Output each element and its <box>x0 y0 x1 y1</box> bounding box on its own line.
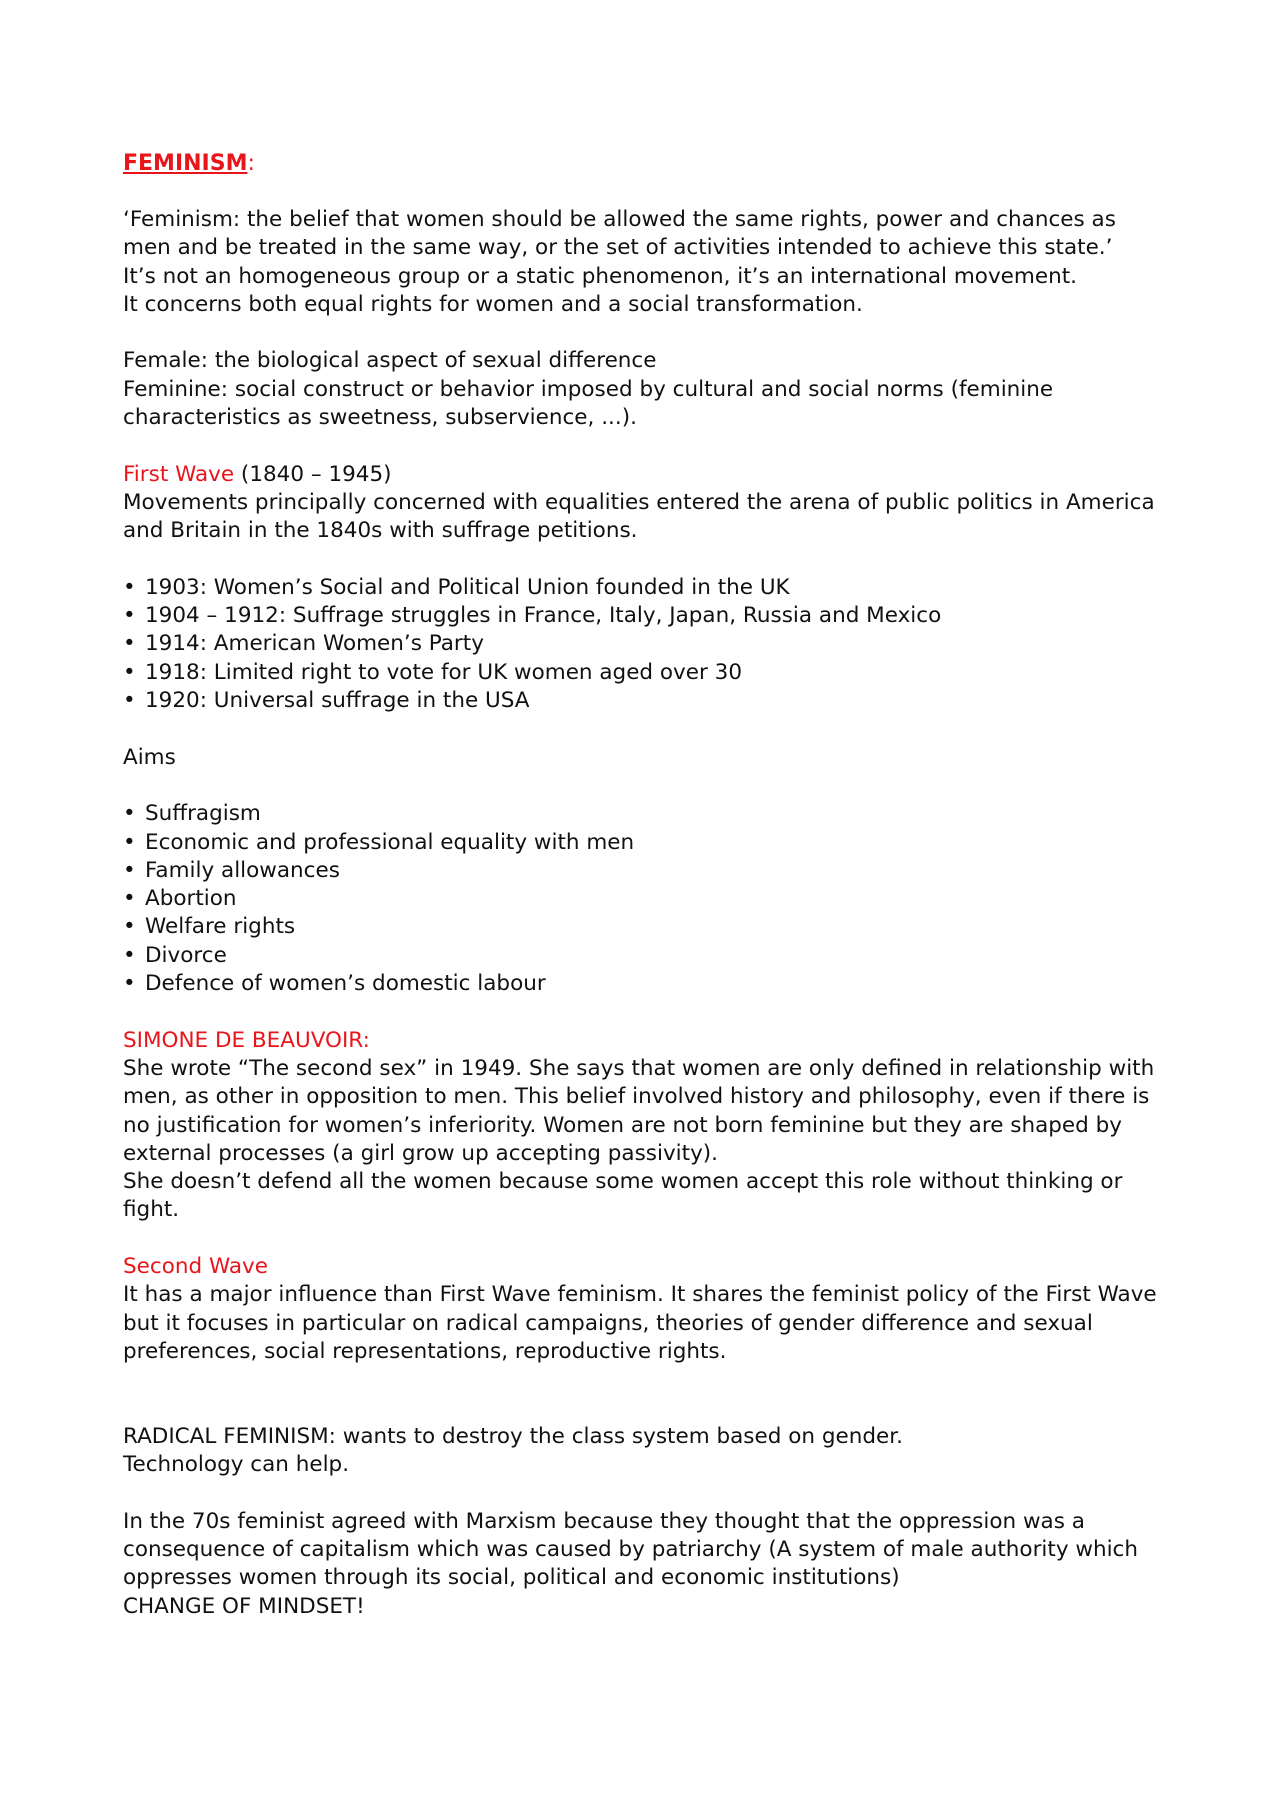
list-item: • 1904 – 1912: Suffrage struggles in France, Italy, Japan, Russia and Mexico <box>123 602 1163 630</box>
title-text: FEMINISM <box>123 151 248 176</box>
list-item: • Economic and professional equality with men <box>123 829 1163 857</box>
bullet-icon: • <box>123 631 136 657</box>
bullet-icon: • <box>123 659 136 685</box>
bullet-icon: • <box>123 914 136 940</box>
list-item: • Defence of women’s domestic labour <box>123 970 1163 998</box>
list-item: • Abortion <box>123 885 1163 913</box>
bullet-icon: • <box>123 886 136 912</box>
list-item: • Welfare rights <box>123 913 1163 941</box>
title-colon: : <box>247 151 255 176</box>
list-item: • 1918: Limited right to vote for UK women aged over 30 <box>123 659 1163 687</box>
first-wave-text: Movements principally concerned with equalities entered the arena of public politics in America and Britain in the 1840s with suffrage petitions. <box>123 489 1155 544</box>
list-item: • Family allowances <box>123 857 1163 885</box>
closing-line: CHANGE OF MINDSET! <box>123 1593 365 1619</box>
bullet-icon: • <box>123 857 136 883</box>
bullet-icon: • <box>123 688 136 714</box>
female-definition: Female: the biological aspect of sexual difference <box>123 348 657 374</box>
first-wave-events-list <box>123 574 1163 715</box>
bullet-icon: • <box>123 942 136 968</box>
list-item: • 1903: Women’s Social and Political Union founded in the UK <box>123 574 1163 602</box>
marxism-paragraph: In the 70s feminist agreed with Marxism because they thought that the oppression was a consequence of capitalism which was caused by patriarchy (A system of male authority which oppresses women through its social, political and economic institutions) <box>123 1508 1139 1591</box>
second-wave-text: It has a major influence than First Wave feminism. It shares the feminist policy of the First Wave but it focuses in particular on radical campaigns, theories of gender difference and sexual preferences, social representations, reproductive rights. <box>123 1282 1157 1364</box>
list-item: • 1914: American Women’s Party <box>123 630 1163 658</box>
bullet-icon: • <box>123 971 136 997</box>
beauvoir-paragraph-2: She doesn’t defend all the women because some women accept this role without thinking or fight. <box>123 1169 1123 1223</box>
bullet-icon: • <box>123 574 136 600</box>
feminism-definition: ‘Feminism: the belief that women should be allowed the same rights, power and chances as men and be treated in the same way, or the set of activities intended to achieve this state.’ <box>123 207 1116 261</box>
first-wave-heading <box>123 461 1163 489</box>
beauvoir-heading: SIMONE DE BEAUVOIR: <box>123 1027 370 1053</box>
page-title <box>123 150 1163 178</box>
bullet-icon: • <box>123 801 136 827</box>
bullet-icon: • <box>123 829 136 855</box>
intro-line-movement: It’s not an homogeneous group or a static phenomenon, it’s an international movement. <box>123 263 1077 289</box>
radical-feminism-line: RADICAL FEMINISM: wants to destroy the class system based on gender. <box>123 1423 903 1449</box>
list-item: • 1920: Universal suffrage in the USA <box>123 687 1163 715</box>
aims-label: Aims <box>123 744 176 770</box>
technology-line: Technology can help. <box>123 1452 350 1478</box>
beauvoir-paragraph-1: She wrote “The second sex” in 1949. She says that women are only defined in relationship with men, as other in opposition to men. This belief involved history and philosophy, even if there is no justification for women’s inferiority. Women are not born feminine but they are shaped by external processes (a girl grow up accepting passivity). <box>123 1055 1155 1166</box>
intro-line-concerns: It concerns both equal rights for women and a social transformation. <box>123 291 863 317</box>
list-item: • Suffragism <box>123 800 1163 828</box>
first-wave-dates: (1840 – 1945) <box>234 461 392 487</box>
feminine-definition: Feminine: social construct or behavior imposed by cultural and social norms (feminine characteristics as sweetness, subservience, ...). <box>123 376 1054 431</box>
bullet-icon: • <box>123 603 136 629</box>
second-wave-heading: Second Wave <box>123 1253 268 1279</box>
list-item: • Divorce <box>123 942 1163 970</box>
first-wave-title: First Wave <box>123 461 235 487</box>
document-page <box>123 150 1163 1621</box>
aims-list <box>123 800 1163 998</box>
